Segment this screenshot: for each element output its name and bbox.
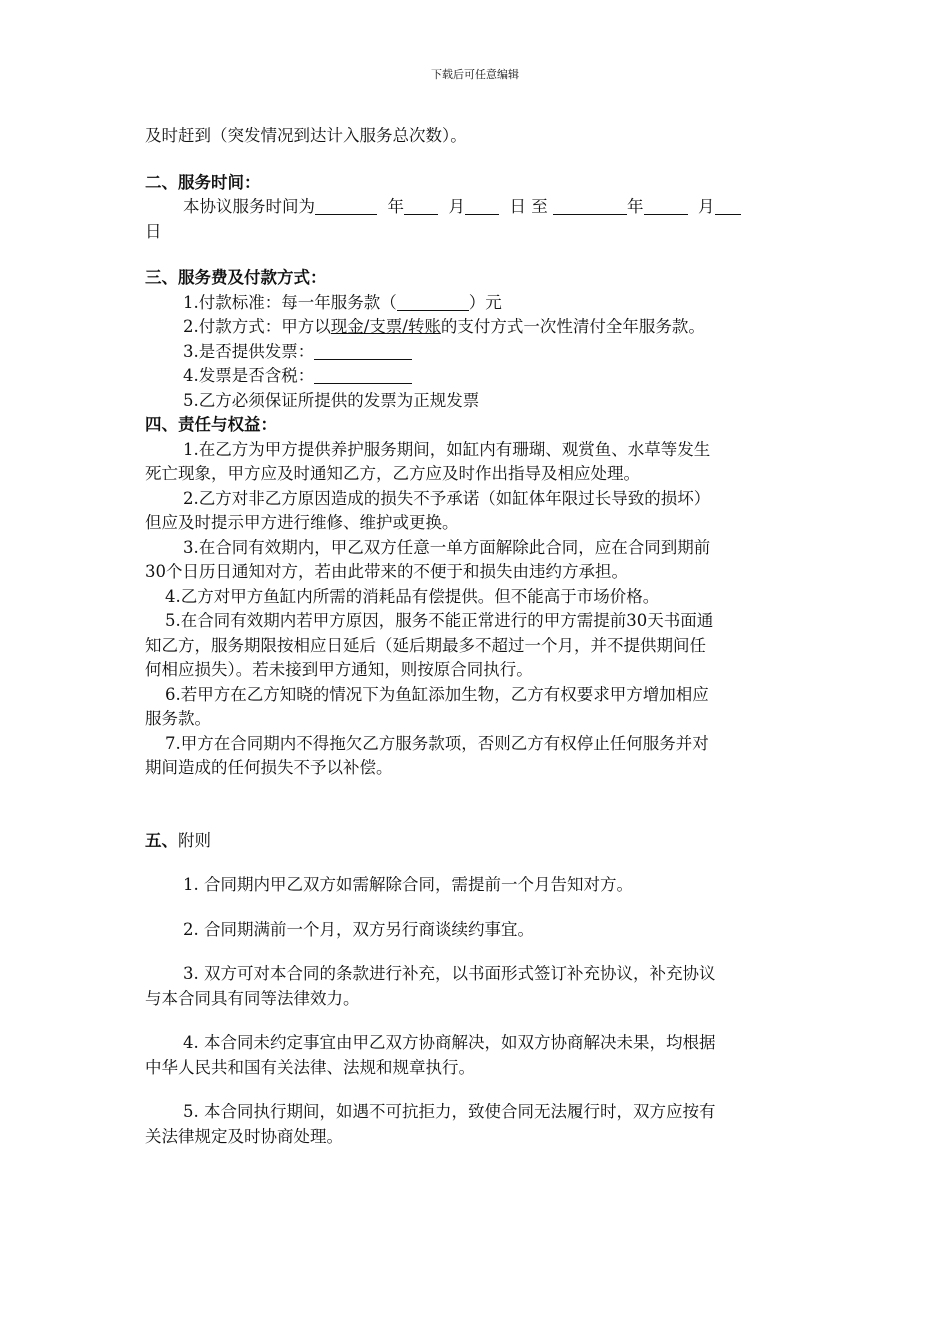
clause-2-line-2: 但应及时提示甲方进行维修、维护或更换。 bbox=[145, 513, 459, 532]
clause-3-line-2: 30个日历日通知对方，若由此带来的不便于和损失由违约方承担。 bbox=[145, 562, 628, 581]
appendix-1: 1. 合同期内甲乙双方如需解除合同，需提前一个月告知对方。 bbox=[183, 875, 633, 894]
invoice-tax-label: 4.发票是否含税： bbox=[183, 366, 315, 385]
section-2-title: 二、服务时间： bbox=[145, 172, 261, 192]
appendix-4-line-1: 4. 本合同未约定事宜由甲乙双方协商解决，如双方协商解决未果，均根据 bbox=[183, 1033, 716, 1052]
clause-7-line-1: 7.甲方在合同期内不得拖欠乙方服务款项，否则乙方有权停止任何服务并对 bbox=[165, 733, 709, 753]
clause-1-line-2: 死亡现象，甲方应及时通知乙方，乙方应及时作出指导及相应处理。 bbox=[145, 464, 640, 483]
day-to-label: 日 至 bbox=[509, 197, 548, 216]
payment-standard bbox=[145, 291, 815, 316]
document-body bbox=[145, 124, 815, 1149]
end-year-blank bbox=[553, 198, 627, 215]
service-time-line bbox=[145, 195, 815, 220]
invoice-provided-label: 3.是否提供发票： bbox=[183, 341, 315, 361]
appendix-4-line-2: 中华人民共和国有关法律、法规和规章执行。 bbox=[145, 1057, 475, 1077]
service-time-label: 本协议服务时间为 bbox=[183, 197, 315, 216]
appendix-3-line-1: 3. 双方可对本合同的条款进行补充，以书面形式签订补充协议，补充协议 bbox=[183, 964, 716, 983]
clause-5-line-3: 何相应损失）。若未接到甲方通知，则按原合同执行。 bbox=[145, 660, 533, 679]
start-year-blank bbox=[315, 198, 377, 215]
appendix-5-line-2: 关法律规定及时协商处理。 bbox=[145, 1126, 343, 1146]
invoice-provided-blank bbox=[314, 343, 412, 360]
section-5-title bbox=[145, 829, 815, 854]
invoice-tax-blank bbox=[314, 367, 412, 384]
month-label: 月 bbox=[448, 197, 465, 216]
section-5-number: 五、 bbox=[145, 830, 178, 850]
end-month-blank bbox=[644, 198, 688, 215]
clause-3-line-1: 3.在合同有效期内，甲乙双方任意一单方面解除此合同，应在合同到期前 bbox=[183, 537, 711, 557]
payment-options: 现金/支票/转账 bbox=[330, 317, 441, 336]
payment-method-rest: 的支付方式一次性清付全年服务款。 bbox=[440, 317, 705, 336]
clause-4: 4.乙方对甲方鱼缸内所需的消耗品有偿提供。但不能高于市场价格。 bbox=[165, 586, 660, 606]
clause-7-line-2: 期间造成的任何损失不予以补偿。 bbox=[145, 758, 393, 777]
start-month-blank bbox=[404, 198, 438, 215]
section-5-name: 附则 bbox=[178, 830, 211, 850]
clause-5-line-2: 知乙方，服务期限按相应日延后（延后期最多不超过一个月，并不提供期间任 bbox=[145, 635, 706, 655]
start-day-blank bbox=[465, 198, 499, 215]
end-day-blank bbox=[715, 198, 741, 215]
section-4-title: 四、责任与权益： bbox=[145, 415, 277, 434]
appendix-3-line-2: 与本合同具有同等法律效力。 bbox=[145, 988, 360, 1008]
payment-unit: ）元 bbox=[468, 292, 502, 312]
invoice-provided bbox=[145, 340, 815, 365]
page-header: 下载后可任意编辑 bbox=[431, 68, 519, 81]
clause-2-line-1: 2.乙方对非乙方原因造成的损失不予承诺（如缸体年限过长导致的损坏） bbox=[183, 488, 711, 508]
month-label-2: 月 bbox=[698, 197, 715, 216]
clause-6-line-1: 6.若甲方在乙方知晓的情况下为鱼缸添加生物，乙方有权要求甲方增加相应 bbox=[165, 684, 709, 704]
payment-amount-blank bbox=[397, 294, 469, 311]
payment-method-label: 2.付款方式：甲方以 bbox=[183, 317, 331, 336]
appendix-2: 2. 合同期满前一个月，双方另行商谈续约事宜。 bbox=[183, 919, 534, 939]
clause-6-line-2: 服务款。 bbox=[145, 709, 211, 728]
year-label: 年 bbox=[387, 197, 404, 216]
service-time-day: 日 bbox=[145, 221, 162, 241]
clause-1-line-1: 1.在乙方为甲方提供养护服务期间，如缸内有珊瑚、观赏鱼、水草等发生 bbox=[183, 439, 711, 459]
clause-5-line-1: 5.在合同有效期内若甲方原因，服务不能正常进行的甲方需提前30天书面通 bbox=[165, 611, 714, 630]
payment-standard-label: 1.付款标准：每一年服务款（ bbox=[183, 292, 397, 312]
section-3-title: 三、服务费及付款方式： bbox=[145, 268, 327, 287]
payment-method bbox=[145, 315, 815, 340]
intro-line: 及时赶到（突发情况到达计入服务总次数）。 bbox=[145, 126, 467, 145]
invoice-tax bbox=[145, 364, 815, 389]
invoice-requirement: 5.乙方必须保证所提供的发票为正规发票 bbox=[183, 390, 480, 410]
year-label-2: 年 bbox=[627, 197, 644, 216]
appendix-5-line-1: 5. 本合同执行期间，如遇不可抗拒力，致使合同无法履行时，双方应按有 bbox=[183, 1102, 716, 1121]
